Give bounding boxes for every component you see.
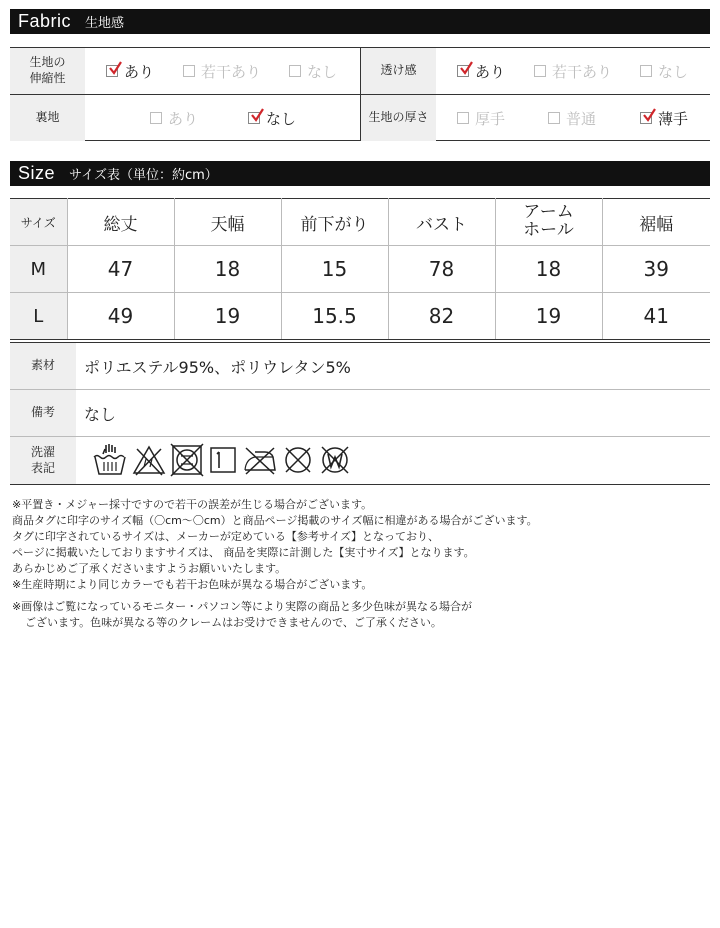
checkbox-icon xyxy=(534,65,546,77)
note-line: タグに印字されているサイズは、メーカーが定めている【参考サイズ】となっており、 xyxy=(12,530,440,543)
header-neck-width: 天幅 xyxy=(174,199,281,246)
material-value: ポリエステル95%、ポリウレタン5% xyxy=(84,357,351,377)
header-length: 総丈 xyxy=(67,199,174,246)
no-tumble-dry-icon xyxy=(170,443,204,477)
no-wet-clean-icon xyxy=(318,443,352,477)
low-iron-icon xyxy=(242,443,278,477)
line-dry-icon xyxy=(208,443,238,477)
cell-value: 18 xyxy=(495,246,602,293)
sheer-option-slight: 若干あり xyxy=(534,48,612,94)
size-table-header xyxy=(10,199,710,246)
header-front-drop: 前下がり xyxy=(281,199,388,246)
cell-value: 78 xyxy=(388,246,495,293)
cell-value: 19 xyxy=(495,293,602,340)
cell-value: 15 xyxy=(281,246,388,293)
cell-value: 49 xyxy=(67,293,174,340)
sheer-label: 透け感 xyxy=(361,48,436,94)
no-dry-clean-icon xyxy=(282,443,314,477)
lining-option-no: なし xyxy=(248,95,296,141)
note-line: ございます。色味が異なる等のクレームはお受けできませんので、ご了承ください。 xyxy=(25,616,442,629)
size-subtitle: サイズ表（単位：約cm） xyxy=(69,168,218,183)
hand-wash-icon xyxy=(92,443,128,477)
checkbox-icon xyxy=(289,65,301,77)
note-line: ページに掲載いたしておりますサイズは、 商品を実際に計測した【実寸サイズ】となります。 xyxy=(12,546,475,559)
table-row xyxy=(10,246,710,293)
checkbox-icon xyxy=(548,112,560,124)
size-title: Size xyxy=(18,163,56,183)
table-row xyxy=(10,293,710,340)
cell-value: 39 xyxy=(602,246,710,293)
cell-value: 82 xyxy=(388,293,495,340)
thickness-option-thick: 厚手 xyxy=(457,95,505,141)
checkbox-icon xyxy=(150,112,162,124)
checkbox-checked-icon xyxy=(248,112,260,124)
cell-value: 47 xyxy=(67,246,174,293)
material-row xyxy=(10,343,710,390)
note-line: ※生産時期により同じカラーでも若干お色味が異なる場合がございます。 xyxy=(12,578,373,591)
note-line: ※平置き・メジャー採寸ですので若干の誤差が生じる場合がございます。 xyxy=(12,498,373,511)
size-table xyxy=(10,198,710,340)
cell-value: 18 xyxy=(174,246,281,293)
size-section-bar xyxy=(10,161,710,186)
row-size-label: M xyxy=(10,246,67,293)
fabric-divider xyxy=(360,48,361,140)
cell-value: 19 xyxy=(174,293,281,340)
stretch-option-yes: あり xyxy=(106,48,154,94)
thickness-label: 生地の厚さ xyxy=(361,95,436,141)
checkbox-icon xyxy=(183,65,195,77)
row-size-label: L xyxy=(10,293,67,340)
header-armhole: アーム ホール xyxy=(495,199,602,246)
note-line: あらかじめご了承くださいますようお願いいたします。 xyxy=(12,562,287,575)
care-row xyxy=(10,437,710,484)
info-table xyxy=(10,342,710,485)
no-bleach-icon xyxy=(132,443,166,477)
cell-value: 15.5 xyxy=(281,293,388,340)
thickness-option-thin: 薄手 xyxy=(640,95,688,141)
lining-label: 裏地 xyxy=(10,95,85,141)
fabric-table xyxy=(10,47,710,141)
care-label: 洗濯 表記 xyxy=(10,437,76,484)
stretch-option-slight: 若干あり xyxy=(183,48,261,94)
fabric-title: Fabric xyxy=(18,11,72,31)
fabric-section-bar xyxy=(10,9,710,34)
header-hem-width: 裾幅 xyxy=(602,199,710,246)
notes xyxy=(12,497,712,631)
remarks-row xyxy=(10,390,710,437)
care-icons xyxy=(92,441,352,479)
lining-option-yes: あり xyxy=(150,95,198,141)
checkbox-icon xyxy=(640,65,652,77)
stretch-option-no: なし xyxy=(289,48,337,94)
material-label: 素材 xyxy=(10,343,76,389)
remarks-value: なし xyxy=(84,404,117,424)
remarks-label: 備考 xyxy=(10,390,76,436)
checkbox-checked-icon xyxy=(106,65,118,77)
sheer-option-no: なし xyxy=(640,48,688,94)
fabric-subtitle: 生地感 xyxy=(85,16,125,31)
checkbox-icon xyxy=(457,112,469,124)
checkbox-checked-icon xyxy=(457,65,469,77)
header-size: サイズ xyxy=(10,199,67,246)
header-bust: バスト xyxy=(388,199,495,246)
note-line: 商品タグに印字のサイズ幅（〇cm〜〇cm）と商品ページ掲載のサイズ幅に相違がある場合がございます。 xyxy=(12,514,538,527)
thickness-option-normal: 普通 xyxy=(548,95,596,141)
sheer-option-yes: あり xyxy=(457,48,505,94)
stretch-label: 生地の 伸縮性 xyxy=(10,48,85,94)
note-line: ※画像はご覧になっているモニター・パソコン等により実際の商品と多少色味が異なる場合が xyxy=(12,600,472,613)
cell-value: 41 xyxy=(602,293,710,340)
checkbox-checked-icon xyxy=(640,112,652,124)
